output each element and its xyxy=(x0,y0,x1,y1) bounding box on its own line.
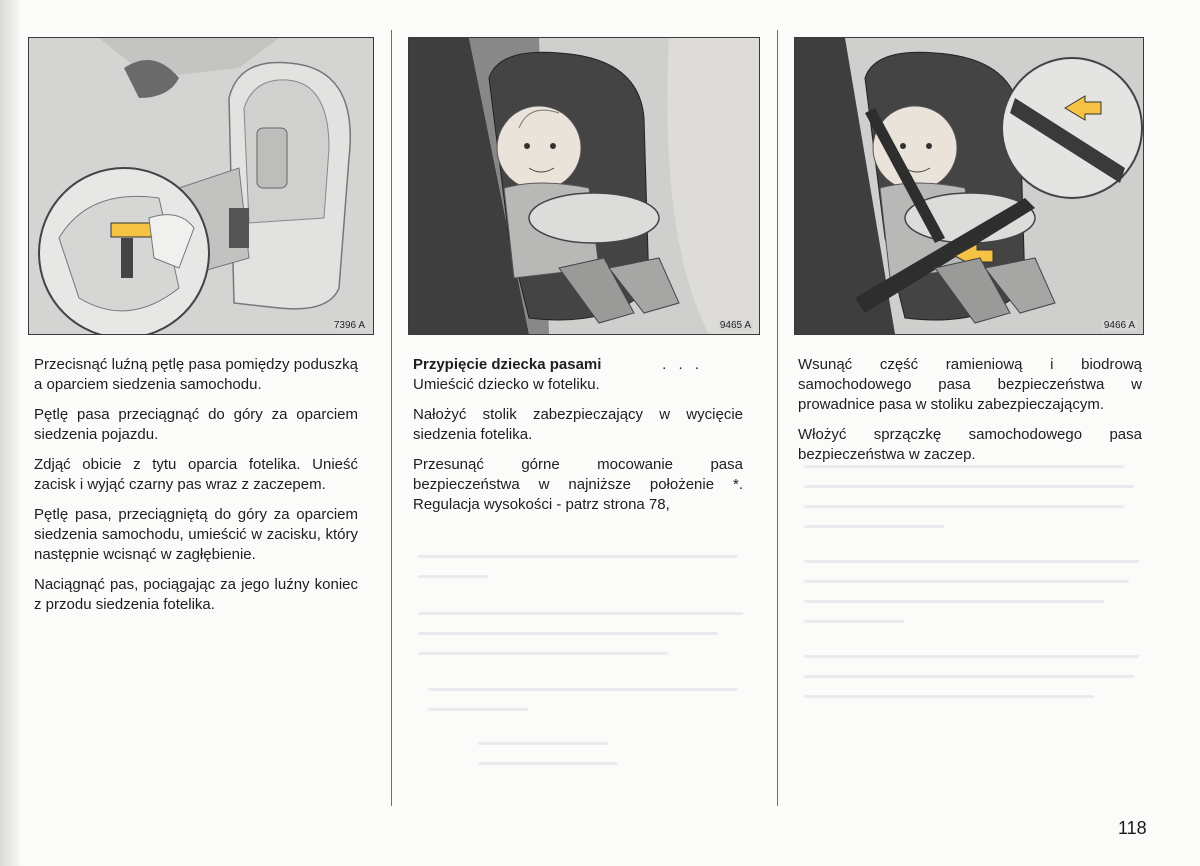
page-binding-edge xyxy=(0,0,20,866)
bleed-through-line xyxy=(804,580,1129,583)
paragraph: Nałożyć stolik zabezpieczający w wycięcie siedzenia fotelika. xyxy=(413,406,743,443)
bleed-through-line xyxy=(428,688,738,691)
column-divider xyxy=(777,30,778,806)
bleed-through-line xyxy=(804,620,904,623)
bleed-through-line xyxy=(804,695,1094,698)
bleed-through-line xyxy=(478,762,618,765)
bleed-through-line xyxy=(804,485,1134,488)
bleed-through-line xyxy=(804,675,1134,678)
bleed-through-line xyxy=(804,655,1139,658)
paragraph: Naciągnąć pas, pociągając za jego luźny koniec z przodu siedzenia fotelika. xyxy=(34,576,358,613)
bleed-through-line xyxy=(418,555,738,558)
bleed-through-line xyxy=(804,600,1104,603)
section-heading-line xyxy=(413,355,743,375)
column-3 xyxy=(794,0,1154,866)
bleed-through-line xyxy=(804,465,1124,468)
figure-code: 9465 A xyxy=(719,320,751,331)
bleed-through-line xyxy=(418,632,718,635)
paragraph: Wsunąć część ramieniową i biodrową samochodowego pasa bezpieczeństwa w prowadnice pasa w stoliku zabezpieczającym. xyxy=(798,356,1142,413)
bleed-through-line xyxy=(418,612,743,615)
text-column-1 xyxy=(34,355,358,625)
paragraph: Pętlę pasa, przeciągniętą do góry za oparciem siedzenia samochodu, umieścić w zacisku, który następnie wcisnąć w zagłębienie. xyxy=(34,506,358,563)
paragraph: Pętlę pasa przeciągnąć do góry za oparciem siedzenia pojazdu. xyxy=(34,406,358,443)
paragraph: Przecisnąć luźną pętlę pasa pomiędzy poduszką a oparciem siedzenia samochodu. xyxy=(34,356,358,393)
paragraph: Włożyć sprzączkę samochodowego pasa bezpieczeństwa w zaczep. xyxy=(798,426,1142,463)
text-column-3 xyxy=(798,355,1142,475)
car-seat-illustration-3 xyxy=(795,38,1143,334)
heading-dots: . . . xyxy=(662,356,703,373)
paragraph: Przesunąć górne mocowanie pasa bezpieczeństwa w najniższe położenie *. Regulacja wysokości - patrz strona 78, xyxy=(413,456,743,513)
column-1 xyxy=(28,0,378,866)
figure-code: 9466 A xyxy=(1103,320,1135,331)
figure-code: 7396 A xyxy=(333,320,365,331)
bleed-through-line xyxy=(804,505,1124,508)
bleed-through-line xyxy=(804,560,1139,563)
car-seat-illustration-2 xyxy=(409,38,759,334)
bleed-through-line xyxy=(418,652,668,655)
figure-seat-belt-loop xyxy=(28,37,374,335)
bleed-through-line xyxy=(804,525,944,528)
figure-belt-routing xyxy=(794,37,1144,335)
car-seat-illustration-1 xyxy=(29,38,373,334)
figure-child-in-seat xyxy=(408,37,760,335)
paragraph: Zdjąć obicie z tytu oparcia fotelika. Unieść zacisk i wyjąć czarny pas wraz z zaczepem. xyxy=(34,456,358,493)
bleed-through-line xyxy=(418,575,488,578)
text-column-2 xyxy=(413,355,743,525)
bleed-through-line xyxy=(428,708,528,711)
column-divider xyxy=(391,30,392,806)
column-2 xyxy=(408,0,762,866)
page-number: 118 xyxy=(1118,818,1147,838)
paragraph: Umieścić dziecko w foteliku. xyxy=(413,376,600,393)
section-heading: Przypięcie dziecka pasami xyxy=(413,356,602,373)
bleed-through-line xyxy=(478,742,608,745)
